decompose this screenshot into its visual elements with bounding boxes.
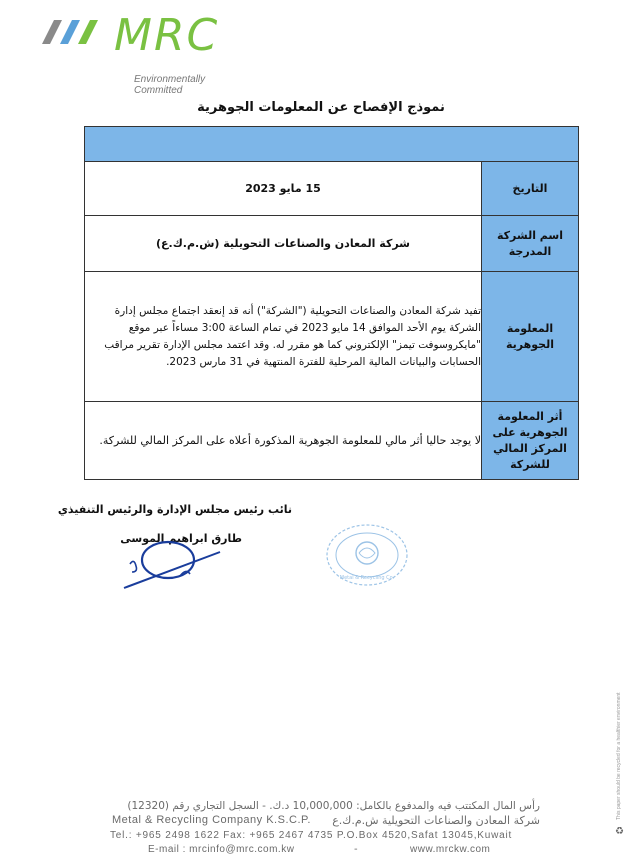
recycle-icon: ♻ <box>615 826 624 837</box>
signer-title: نائب رئيس مجلس الإدارة والرئيس التنفيذي <box>57 503 292 516</box>
disclosure-table <box>84 126 579 480</box>
footer-separator: - <box>354 844 358 855</box>
company-label: اسم الشركة المدرجة <box>482 216 579 272</box>
table-row <box>85 402 579 480</box>
company-stamp <box>322 520 412 590</box>
financial-effect-value: لا يوجد حاليا أثر مالي للمعلومة الجوهرية المذكورة أعلاه على المركز المالي للشركة. <box>85 402 482 480</box>
material-info-value: تفيد شركة المعادن والصناعات التحويلية ("الشركة") أنه قد إنعقد اجتماع مجلس إدارة الشركة يوم الأحد الموافق 14 مايو 2023 في تمام الساعة 3:00 مساءاً عبر موقع "مايكروسوفت تيمز" الإلكتروني كما هو مقرر له. وقد اعتمد مجلس الإدارة تقرير مراقب الحسابات والبيانات المالية المرحلية للفترة المنتهية في 31 مارس 2023. <box>85 272 482 402</box>
footer-company-arabic: شركة المعادن والصناعات التحويلية ش.م.ك.ع <box>332 814 540 827</box>
handwritten-signature <box>120 538 230 593</box>
signer-name: طارق ابراهيم الموسى <box>120 532 242 545</box>
table-row <box>85 272 579 402</box>
logo-wordmark: MRC <box>114 10 220 61</box>
footer-capital: رأس المال المكتتب فيه والمدفوع بالكامل: 10,000,000 د.ك. - السجل التجاري رقم (12320) <box>127 800 540 812</box>
table-header-band <box>85 127 579 162</box>
logo-tagline: Environmentally Committed <box>134 74 206 96</box>
footer-company-english: Metal & Recycling Company K.S.C.P. <box>112 814 311 826</box>
table-header-row <box>85 127 579 162</box>
stamp-text: Metal & Recycling Co. <box>339 575 395 581</box>
recycle-note: This paper should be recycled for a healthier environment <box>616 692 622 820</box>
table-row <box>85 162 579 216</box>
date-label: التاريخ <box>482 162 579 216</box>
footer-email: E-mail : mrcinfo@mrc.com.kw <box>148 844 295 855</box>
footer-contact: Tel.: +965 2498 1622 Fax: +965 2467 4735 P.O.Box 4520,Safat 13045,Kuwait <box>110 830 513 841</box>
footer-website: www.mrckw.com <box>410 844 491 855</box>
company-value: شركة المعادن والصناعات التحويلية (ش.م.ك.ع) <box>85 216 482 272</box>
page-title: نموذج الإفصاح عن المعلومات الجوهرية <box>197 100 445 115</box>
company-logo <box>36 10 236 96</box>
table-row <box>85 216 579 272</box>
financial-effect-label: أثر المعلومة الجوهرية على المركز المالي للشركة <box>482 402 579 480</box>
date-value: 15 مايو 2023 <box>85 162 482 216</box>
logo-mark-icon <box>36 14 108 54</box>
material-info-label: المعلومة الجوهرية <box>482 272 579 402</box>
